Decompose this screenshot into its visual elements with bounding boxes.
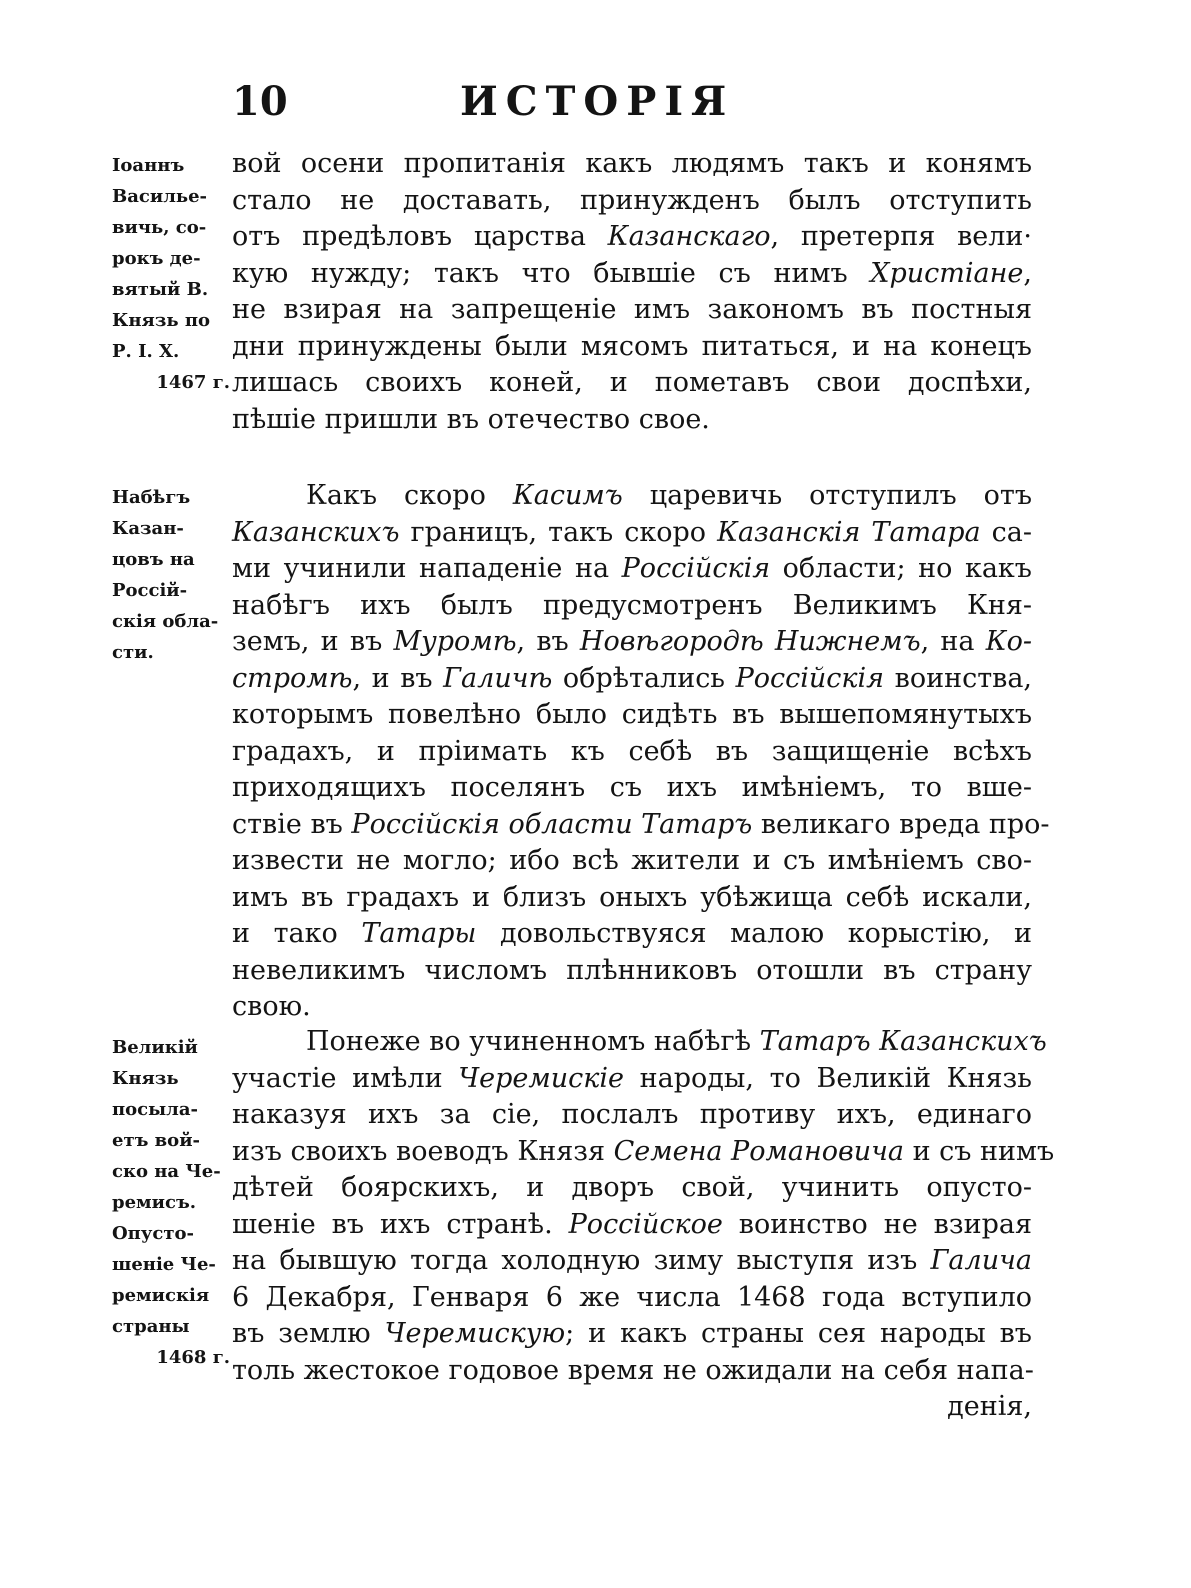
margin-line: шеніе Че- [112, 1254, 216, 1275]
text-line: не взирая на запрещеніе имъ закономъ въ постныя [232, 294, 1032, 325]
margin-line: етъ вой- [112, 1130, 201, 1151]
text-line: изъ своихъ воеводъ Князя Семена Романовича и съ нимъ [232, 1135, 1055, 1167]
text-line: дни принуждены были мясомъ питаться, и на конецъ [232, 330, 1032, 362]
text-line: набѣгъ ихъ былъ предусмотренъ Великимъ Кня- [232, 589, 1032, 621]
text-line: Понеже во учиненномъ набѣгѣ Татаръ Казанскихъ [306, 1026, 1047, 1057]
margin-line: Опусто- [112, 1223, 194, 1244]
text-line: шеніе въ ихъ странѣ. Россійское воинство не взирая [232, 1208, 1032, 1240]
text-line: наказуя ихъ за сіе, послалъ противу ихъ, единаго [232, 1099, 1032, 1130]
margin-note-3 [112, 1032, 230, 1373]
text-line: участіе имѣли Черемискіе народы, то Великій Князь [232, 1062, 1032, 1094]
text-line: Казанскихъ границъ, такъ скоро Казанскія Татара са- [232, 516, 1032, 548]
text-line: ствіе въ Россійскія области Татаръ великаго вреда про- [232, 808, 1050, 840]
margin-line: вичь, со- [112, 217, 207, 238]
text-line: денія, [947, 1391, 1032, 1422]
text-line: Какъ скоро Касимъ царевичь отступилъ отъ [306, 480, 1032, 511]
margin-line: Великій [112, 1037, 198, 1058]
margin-line: вятый В. [112, 279, 209, 300]
text-line: невеликимъ числомъ плѣнниковъ отошли въ страну [232, 954, 1032, 986]
margin-line: скія обла- [112, 611, 219, 632]
text-line: на бывшую тогда холодную зиму выступя изъ Галича [232, 1245, 1032, 1276]
margin-line: 1467 г. [156, 372, 230, 393]
text-line: кую нужду; такъ что бывшіе съ нимъ Христіане, [232, 257, 1032, 289]
margin-note-1 [112, 150, 230, 398]
text-line: градахъ, и пріимать къ себѣ въ защищеніе всѣхъ [232, 735, 1032, 767]
margin-line: 1468 г. [156, 1347, 230, 1368]
text-line: пѣшіе пришли въ отечество свое. [232, 403, 710, 435]
margin-note-2 [112, 482, 230, 668]
margin-line: ремисъ. [112, 1192, 197, 1213]
margin-line: ремискія [112, 1285, 210, 1306]
paragraph-2 [232, 478, 1050, 1026]
margin-line: ско на Че- [112, 1161, 221, 1182]
text-line: стало не доставать, принужденъ былъ отступить [232, 184, 1032, 216]
margin-line: Казан- [112, 518, 184, 539]
margin-line: Р. І. Х. [112, 341, 180, 362]
text-line: отъ предѣловъ царства Казанскаго, претерпя вели· [232, 221, 1032, 252]
text-line: и тако Татары довольствуяся малою корыстію, и [232, 918, 1033, 949]
page-number: 10 [232, 78, 288, 125]
margin-line: цовъ на [112, 549, 195, 570]
text-line: лишась своихъ коней, и пометавъ свои доспѣхи, [232, 367, 1032, 398]
text-line: толь жестокое годовое время не ожидали на себя напа- [232, 1354, 1034, 1386]
margin-line: Іоаннъ [112, 155, 185, 176]
margin-line: страны [112, 1316, 190, 1337]
text-line: имъ въ градахъ и близъ оныхъ убѣжища себѣ искали, [232, 881, 1032, 913]
margin-line: посылa- [112, 1099, 199, 1120]
margin-line: Князь по [112, 310, 210, 331]
text-line: ми учинили нападеніе на Россійскія области; но какъ [232, 553, 1032, 584]
text-line: вой осени пропитанія какъ людямъ такъ и конямъ [232, 148, 1032, 179]
text-line: дѣтей боярскихъ, и дворъ свой, учинить опусто- [232, 1172, 1032, 1203]
paragraph-3 [232, 1024, 1055, 1426]
margin-line: сти. [112, 642, 154, 663]
text-line: 6 Декабря, Генваря 6 же числа 1468 года вступило [232, 1281, 1032, 1313]
text-line: свою. [232, 991, 311, 1022]
margin-line: Василье- [112, 186, 208, 207]
paragraph-1 [232, 146, 1032, 438]
text-line: земъ, и въ Муромѣ, въ Новѣгородѣ Нижнемъ, на Ко- [232, 626, 1032, 657]
text-line: приходящихъ поселянъ съ ихъ имѣніемъ, то вше- [232, 772, 1032, 803]
margin-line: Князь [112, 1068, 179, 1089]
margin-line: Россій- [112, 580, 188, 601]
text-line: въ землю Черемискую; и какъ страны сея народы въ [232, 1318, 1032, 1349]
running-title: ИСТОРІЯ [460, 78, 735, 125]
margin-line: рокъ де- [112, 248, 201, 269]
text-line: стромѣ, и въ Галичѣ обрѣтались Россійскія воинства, [232, 662, 1033, 694]
text-line: извести не могло; ибо всѣ жители и съ имѣніемъ сво- [232, 845, 1032, 876]
text-line: которымъ повелѣно было сидѣть въ вышепомянутыхъ [232, 699, 1032, 730]
margin-line: Набѣгъ [112, 487, 191, 508]
